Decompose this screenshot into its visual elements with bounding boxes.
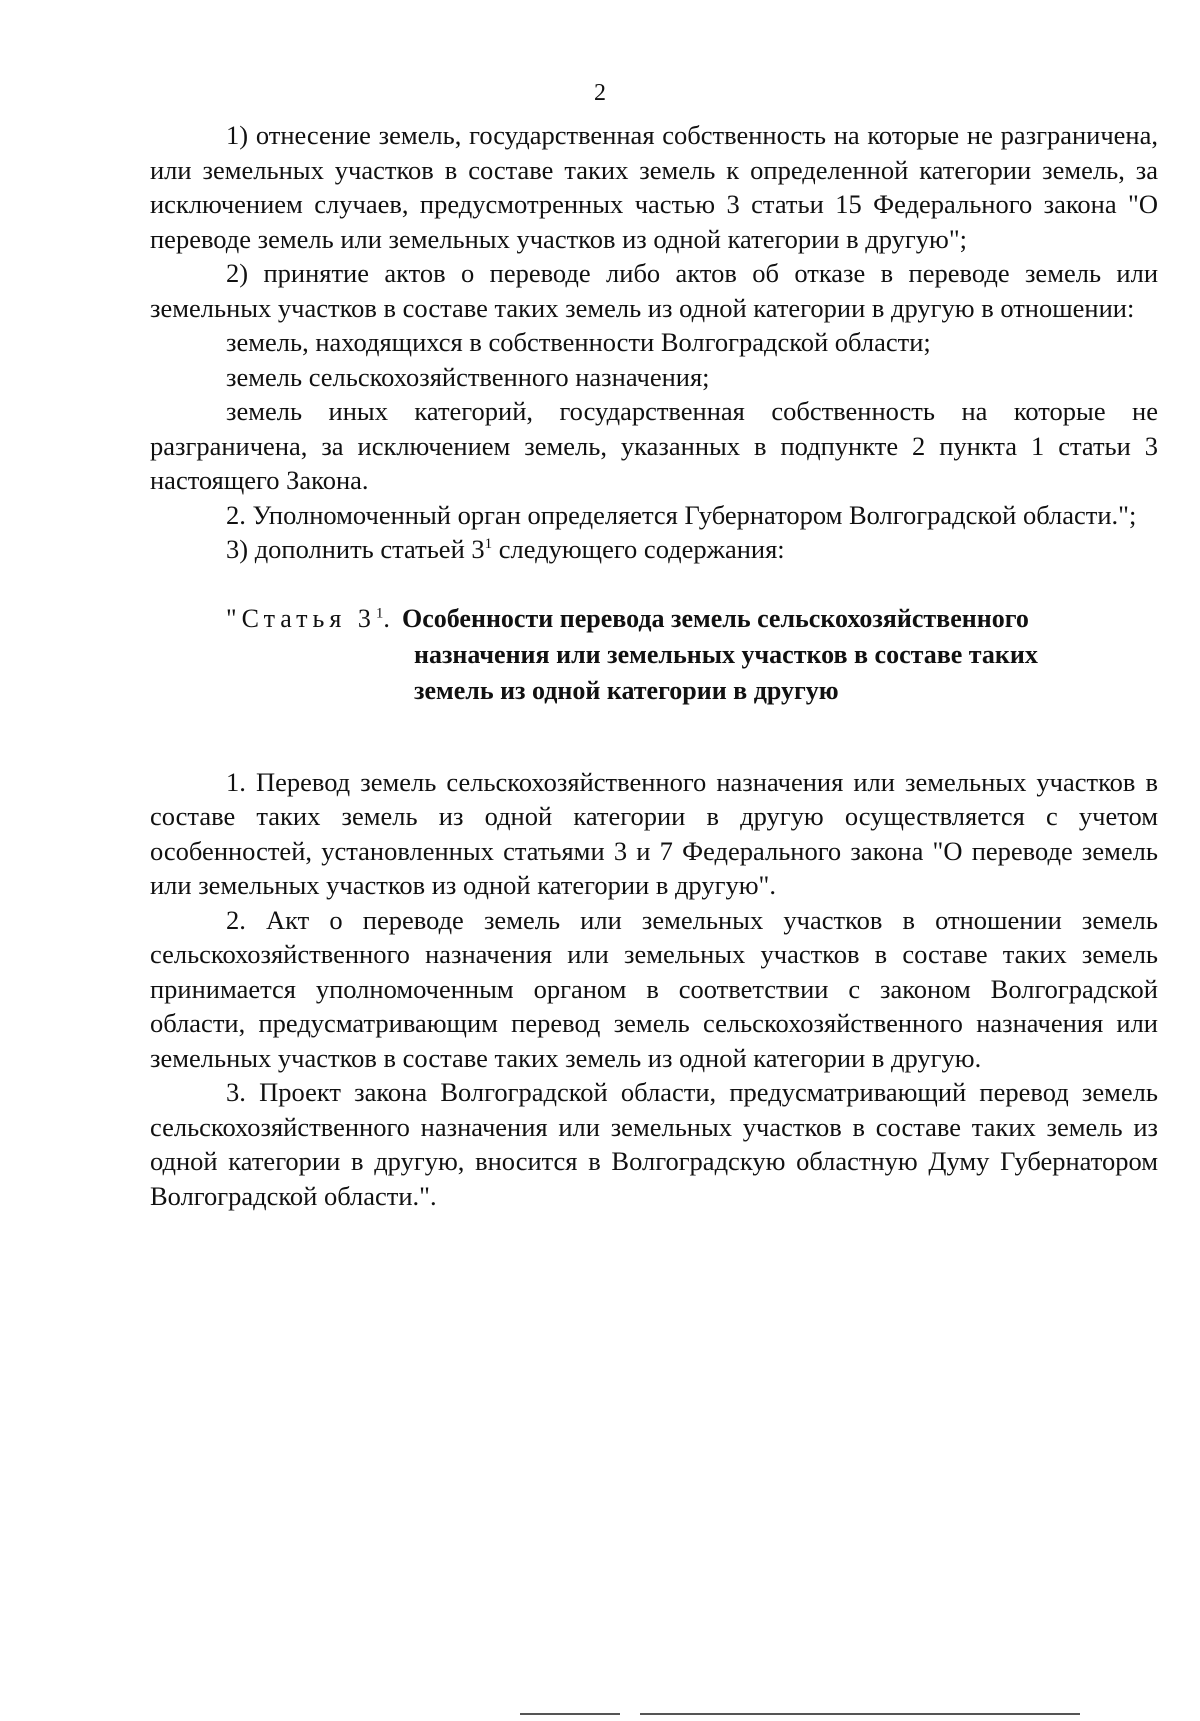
document-body [150,118,1158,1213]
page-number: 2 [594,80,606,106]
paragraph-lands-other: земель иных категорий, государственная собственность на которые не разграничена, за исключением земель, указанных в подпункте 2 пункта 1 статьи 3 настоящего Закона. [150,396,1158,495]
paragraph-article-point-1: 1. Перевод земель сельскохозяйственного назначения или земельных участков в составе таких земель из одной категории в другую осуществляется с учетом особенностей, установленных статьями 3 и 7 Федерального закона "О переводе земель или земельных участков из одной категории в другую". [150,766,1158,900]
supplement-superscript: 1 [484,536,493,553]
article-title-line: Особенности перевода земель сельскохозяйственного [402,603,1029,633]
article-title-line: земель из одной категории в другую [414,675,839,705]
scan-edge-mark [640,1713,1080,1715]
paragraph-authorized-body: 2. Уполномоченный орган определяется Губернатором Волгоградской области."; [226,499,1137,530]
paragraph-lands-regional: земель, находящихся в собственности Волгоградской области; [226,327,931,357]
article-heading [150,601,1158,721]
article-label-text: "Статья 3 [226,603,376,633]
paragraph-article-point-3: 3. Проект закона Волгоградской области, предусматривающий перевод земель сельскохозяйственного назначения или земельных участков в составе таких земель из одной категории в другую, вносится в Волгоградскую областную Думу Губернатором Волгоградской области.". [150,1077,1158,1211]
paragraph-lands-agricultural: земель сельскохозяйственного назначения; [226,361,710,392]
article-label [226,601,395,637]
paragraph-clause-2: 2) принятие актов о переводе либо актов об отказе в переводе земель или земельных участков в составе таких земель из одной категории в другую в отношении: [150,258,1158,323]
supplement-text-before: 3) дополнить статьей 3 [226,534,485,564]
article-label-superscript: 1 [375,604,384,621]
scan-edge-mark [520,1713,620,1715]
paragraph-article-point-2: 2. Акт о переводе земель или земельных участков в отношении земель сельскохозяйственного назначения или земельных участков в составе таких земель принимается уполномоченным органом в соответствии с законом Волгоградской области, предусматривающим перевод земель сельскохозяйственного назначения или земельных участков в составе таких земель из одной категории в другую. [150,904,1158,1073]
article-title-line: назначения или земельных участков в составе таких [414,639,1038,669]
article-label-dot: . [383,603,395,633]
supplement-text-after: следующего содержания: [492,534,785,564]
paragraph-supplement [150,532,1158,567]
paragraph-clause-1: 1) отнесение земель, государственная собственность на которые не разграничена, или земельных участков в составе таких земель к определенной категории земель, за исключением случаев, предусмотренных частью 3 статьи 15 Федерального закона "О переводе земель или земельных участков из одной категории в другую"; [150,120,1158,254]
article-title [402,601,1094,709]
